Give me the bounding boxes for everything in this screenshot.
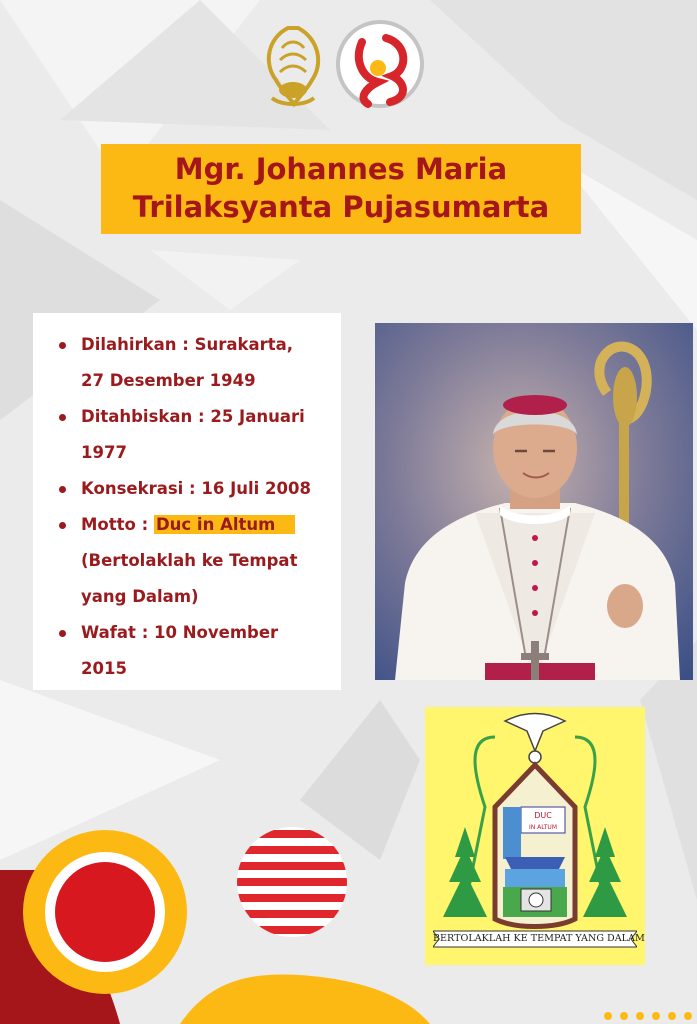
title-banner [101, 144, 581, 234]
shield-text-duc: DUC [534, 811, 552, 820]
biography-list [55, 327, 341, 687]
motto-label: Motto : [81, 515, 154, 534]
biography-card [33, 313, 341, 690]
institution-logos [258, 18, 428, 114]
info-item-motto: Motto : Duc in Altum (Bertolaklah ke Tempat yang Dalam) [55, 507, 341, 615]
coat-of-arms [425, 707, 645, 965]
shield-text-in-altum: IN ALTUM [528, 824, 558, 831]
info-item-birth: Dilahirkan : Surakarta, 27 Desember 1949 [55, 327, 341, 399]
gold-emblem-logo [269, 28, 318, 104]
title-line-1: Mgr. Johannes Maria [174, 152, 508, 186]
info-item-death: Wafat : 10 November 2015 [55, 615, 341, 687]
title-line-2: Trilaksyanta Pujasumarta [132, 190, 550, 224]
info-item-ordination: Ditahbiskan : 25 Januari 1977 [55, 399, 341, 471]
red-circle-logo [338, 22, 422, 106]
info-item-consecration: Konsekrasi : 16 Juli 2008 [55, 471, 341, 507]
bishop-portrait-photo [375, 323, 693, 680]
coat-of-arms-emblem [425, 707, 645, 965]
motto-ribbon-text: BERTOLAKLAH KE TEMPAT YANG DALAM [433, 933, 645, 944]
motto-ribbon [433, 929, 645, 949]
motto-value: Duc in Altum [154, 515, 295, 534]
